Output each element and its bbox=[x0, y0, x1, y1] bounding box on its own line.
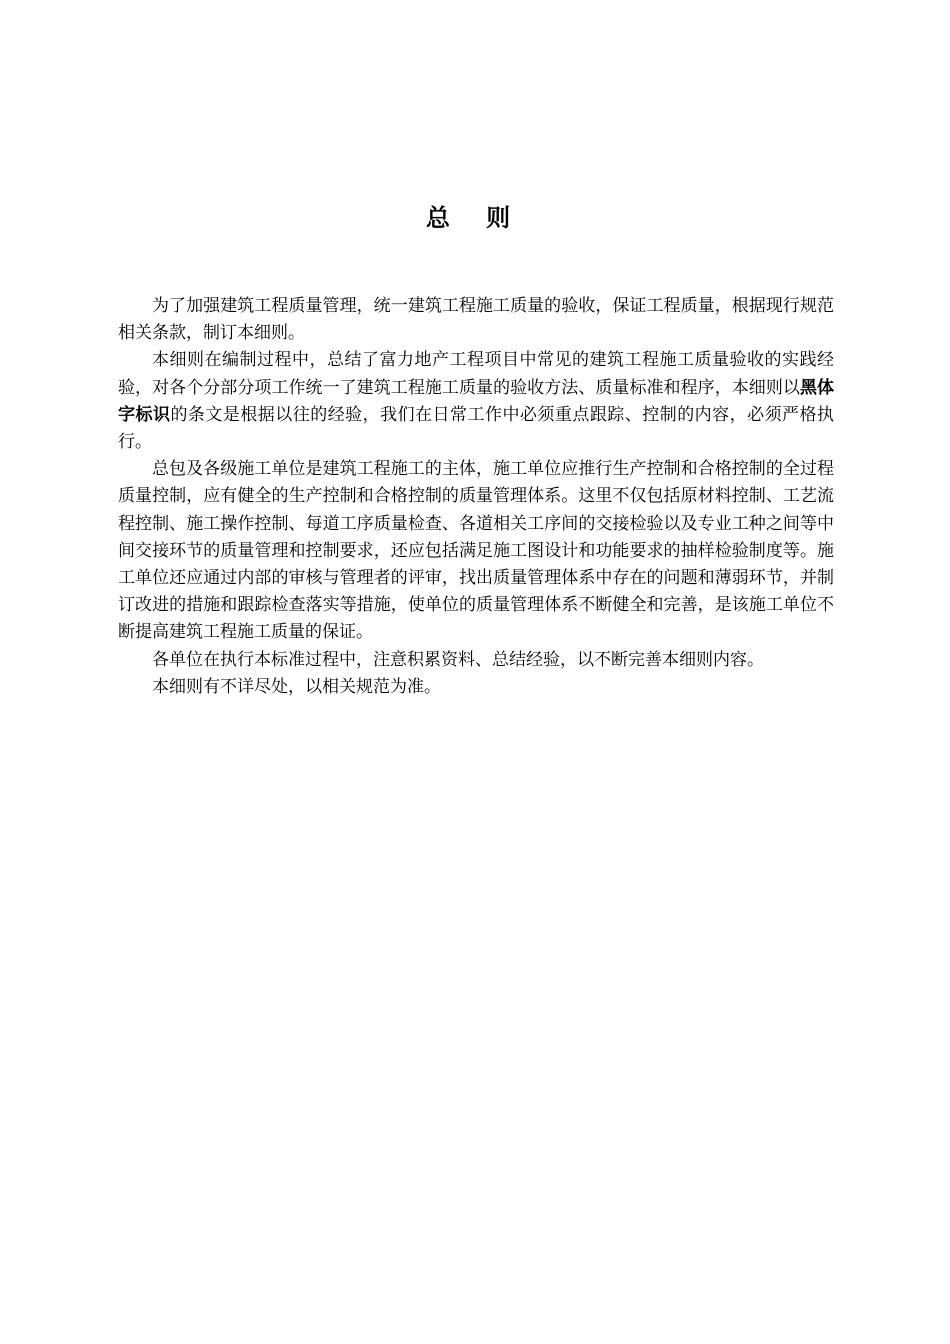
paragraph-1: 为了加强建筑工程质量管理，统一建筑工程施工质量的验收，保证工程质量，根据现行规范相关条款，制订本细则。 bbox=[118, 296, 834, 344]
paragraph-2-part-2: 的条文是根据以往的经验，我们在日常工作中必须重点跟踪、控制的内容，必须严格执行。 bbox=[118, 404, 835, 453]
page-title: 总 则 bbox=[425, 204, 525, 232]
paragraph-2-part-1: 本细则在编制过程中，总结了富力地产工程项目中常见的建筑工程施工质量验收的实践经验，对各个分部分项工作统一了建筑工程施工质量的验收方法、质量标准和程序，本细则以 bbox=[118, 350, 834, 398]
document-body bbox=[118, 293, 834, 701]
bold-marker-text: 黑体字标识 bbox=[118, 377, 835, 425]
paragraph-2 bbox=[118, 347, 834, 456]
paragraph-4: 各单位在执行本标准过程中，注意积累资料、总结经验，以不断完善本细则内容。 bbox=[152, 649, 764, 670]
paragraph-5: 本细则有不详尽处，以相关规范为准。 bbox=[152, 676, 441, 697]
paragraph-3: 总包及各级施工单位是建筑工程施工的主体，施工单位应推行生产控制和合格控制的全过程质量控制，应有健全的生产控制和合格控制的质量管理体系。这里不仅包括原材料控制、工艺流程控制、施工操作控制、每道工序质量检查、各道相关工序间的交接检验以及专业工种之间等中间交接环节的质量管理和控制要求，还应包括满足施工图设计和功能要求的抽样检验制度等。施工单位还应通过内部的审核与管理者的评审，找出质量管理体系中存在的问题和薄弱环节，并制订改进的措施和跟踪检查落实等措施，使单位的质量管理体系不断健全和完善，是该施工单位不断提高建筑工程施工质量的保证。 bbox=[118, 459, 834, 643]
